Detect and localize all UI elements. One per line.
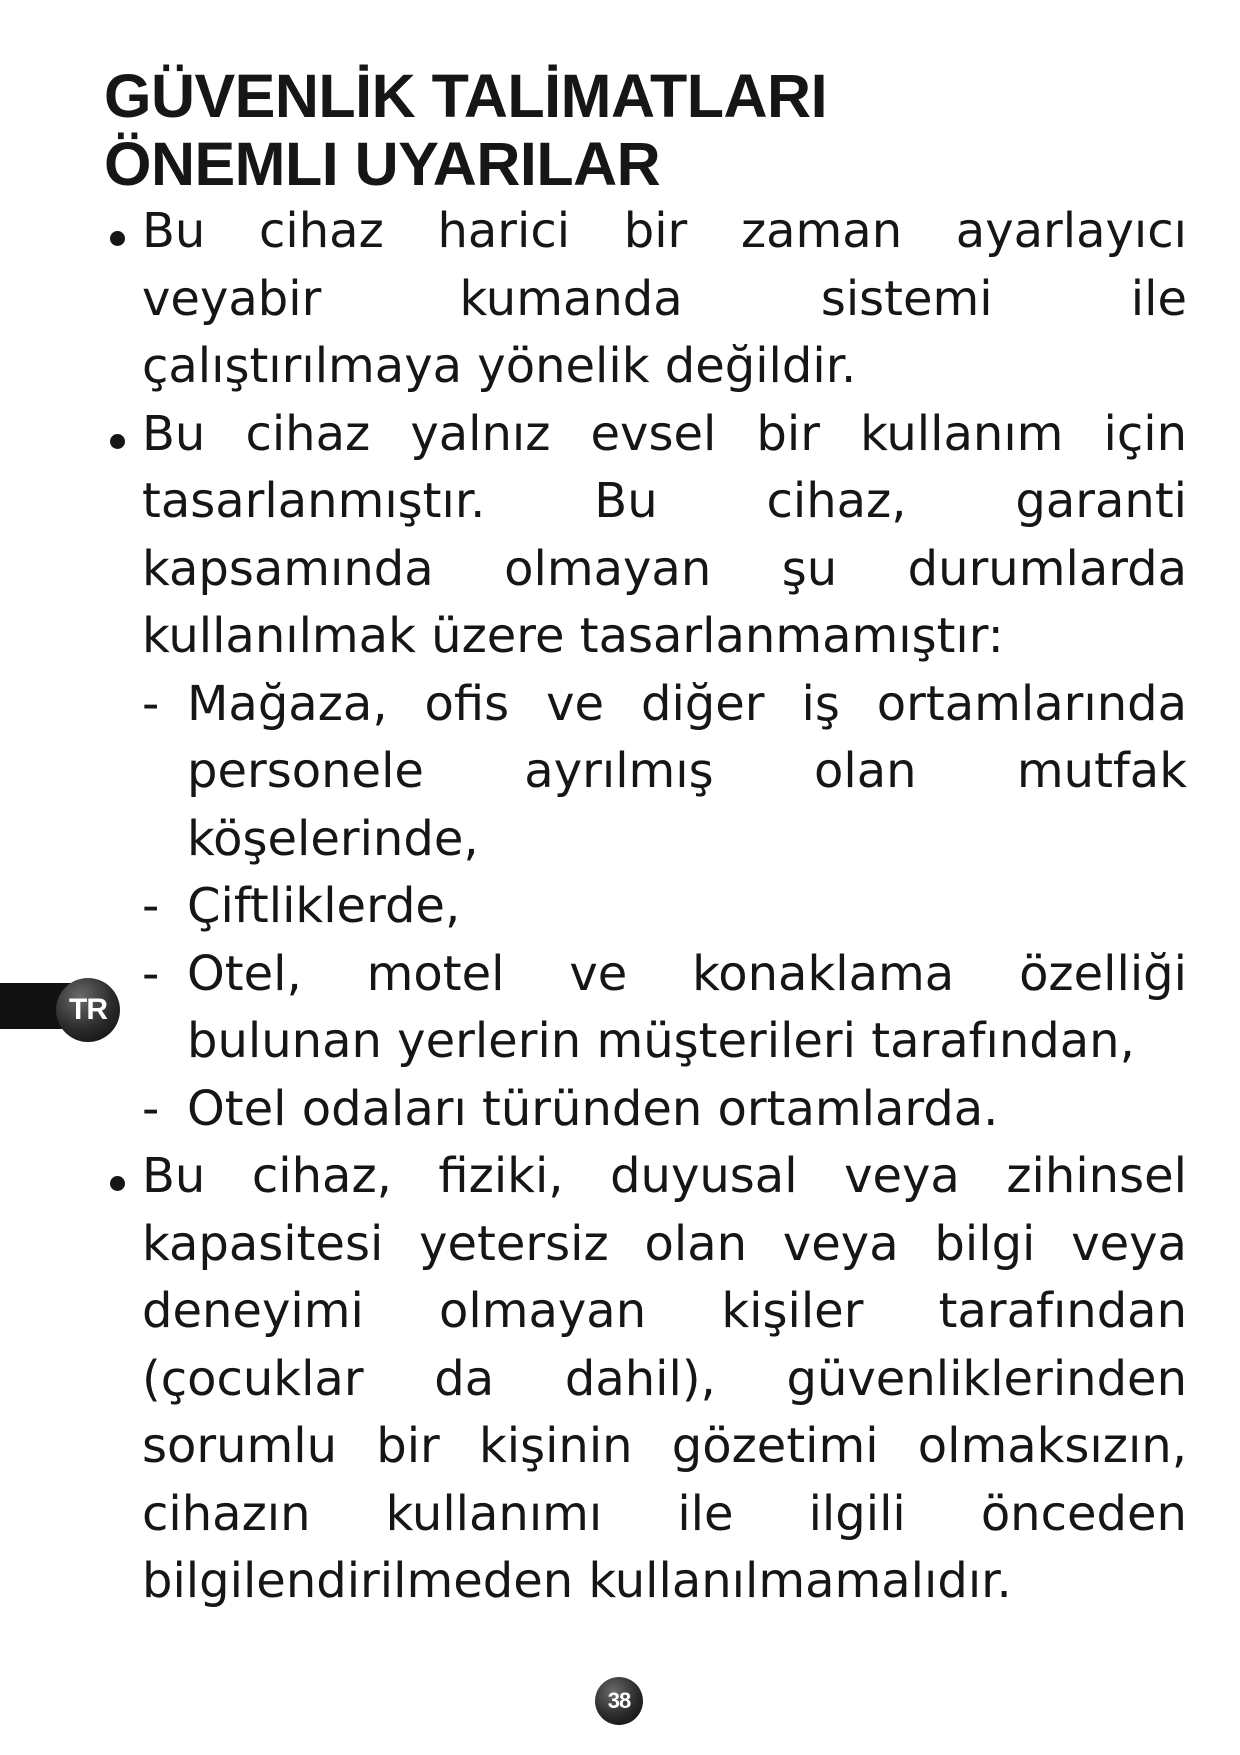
- word: ayrılmış: [524, 743, 714, 799]
- word: ile: [677, 1485, 734, 1542]
- text-line: [142, 468, 1187, 536]
- word: ve: [546, 675, 605, 732]
- word: ilgili: [808, 1485, 906, 1542]
- word: bilgi: [934, 1215, 1036, 1272]
- word: ve: [569, 945, 628, 1002]
- word: veya: [1071, 1215, 1187, 1272]
- word: mutfak: [1016, 743, 1187, 799]
- word: cihaz,: [251, 1148, 392, 1204]
- text-line: [142, 1346, 1187, 1414]
- text-line: [187, 671, 1187, 739]
- word: kullanımı: [385, 1485, 603, 1542]
- word: olmaksızın,: [917, 1418, 1187, 1474]
- text-line: bulunan yerlerin müşterileri tarafından,: [187, 1013, 1135, 1069]
- text-line: [187, 738, 1187, 806]
- word: gözetimi: [671, 1418, 879, 1474]
- word: kişiler: [721, 1283, 864, 1339]
- dash-marker: -: [142, 945, 160, 1002]
- word: veyabir: [142, 270, 322, 327]
- bullet-dot-icon: [110, 231, 125, 246]
- text-line: Otel odaları türünden ortamlarda.: [187, 1080, 999, 1137]
- bullet-dot-icon: [110, 434, 125, 449]
- text-line: [142, 1211, 1187, 1279]
- sub-item-2: [102, 873, 1187, 941]
- text-line: [142, 266, 1187, 334]
- word: veya: [782, 1215, 899, 1272]
- word: evsel: [590, 405, 717, 462]
- word: Mağaza,: [187, 675, 388, 732]
- word: harici: [437, 203, 571, 259]
- word: motel: [366, 945, 505, 1002]
- bullet-item-3: [102, 1143, 1187, 1616]
- word: olan: [644, 1215, 748, 1272]
- word: zaman: [740, 203, 903, 259]
- word: garanti: [1015, 473, 1187, 529]
- word: ofis: [424, 675, 510, 732]
- word: (çocuklar: [142, 1350, 364, 1407]
- word: zihinsel: [1006, 1148, 1187, 1204]
- word: cihaz,: [766, 473, 907, 529]
- dash-marker: -: [142, 1080, 160, 1137]
- word: yetersiz: [419, 1215, 609, 1272]
- word: ayarlayıcı: [955, 203, 1187, 259]
- sub-item-4: [102, 1076, 1187, 1144]
- heading-line-2: ÖNEMLI UYARILAR: [104, 130, 661, 198]
- text-line: Çiftliklerde,: [187, 878, 461, 934]
- text-line: çalıştırılmaya yönelik değildir.: [142, 338, 857, 394]
- word: güvenliklerinden: [786, 1350, 1187, 1407]
- dash-marker: -: [142, 878, 160, 934]
- word: Otel,: [187, 945, 302, 1002]
- word: deneyimi: [142, 1283, 364, 1339]
- text-line: [142, 198, 1187, 266]
- word: kişinin: [478, 1418, 633, 1474]
- word: Bu: [142, 203, 206, 259]
- page-number-badge: 38: [595, 1677, 643, 1725]
- heading-line-1: GÜVENLİK TALİMATLARI: [104, 62, 828, 130]
- word: Bu: [142, 405, 206, 462]
- word: bir: [756, 405, 820, 462]
- word: kumanda: [459, 270, 683, 327]
- text-line: [142, 536, 1187, 604]
- word: durumlarda: [907, 540, 1187, 597]
- sub-item-1: [102, 671, 1187, 874]
- word: olan: [813, 743, 917, 799]
- word: Bu: [142, 1148, 206, 1204]
- text-line: [187, 941, 1187, 1009]
- sub-item-3: [102, 941, 1187, 1076]
- word: da: [434, 1350, 495, 1407]
- word: ortamlarında: [876, 675, 1187, 732]
- word: diğer: [640, 675, 765, 732]
- dash-marker: -: [142, 675, 160, 732]
- word: bir: [623, 203, 688, 259]
- instructions-body: [102, 198, 1187, 1616]
- word: cihaz: [259, 203, 384, 259]
- word: kapasitesi: [142, 1215, 384, 1272]
- page-heading: [104, 62, 1184, 198]
- bullet-item-2: [102, 401, 1187, 671]
- word: kapsamında: [142, 540, 434, 597]
- word: tasarlanmıştır.: [142, 473, 486, 529]
- bullet-item-1: [102, 198, 1187, 401]
- bullet-dot-icon: [110, 1176, 125, 1191]
- word: personele: [187, 743, 424, 799]
- word: fiziki,: [438, 1148, 564, 1204]
- word: sorumlu: [142, 1418, 338, 1474]
- word: şu: [781, 540, 838, 597]
- text-line: [142, 1481, 1187, 1549]
- word: bir: [376, 1418, 440, 1474]
- word: için: [1103, 405, 1187, 462]
- language-badge: TR: [56, 978, 120, 1042]
- text-line: [142, 1278, 1187, 1346]
- word: önceden: [980, 1485, 1187, 1542]
- word: olmayan: [504, 540, 712, 597]
- word: Bu: [594, 473, 658, 529]
- text-line: köşelerinde,: [187, 810, 479, 867]
- word: özelliği: [1019, 945, 1187, 1002]
- text-line: [142, 1413, 1187, 1481]
- text-line: kullanılmak üzere tasarlanmamıştır:: [142, 608, 1004, 664]
- word: konaklama: [692, 945, 955, 1002]
- word: kullanım: [860, 405, 1064, 462]
- text-line: [142, 1143, 1187, 1211]
- word: yalnız: [410, 405, 551, 462]
- word: iş: [801, 675, 840, 732]
- word: cihazın: [142, 1485, 311, 1542]
- text-line: [142, 401, 1187, 469]
- word: duyusal: [610, 1148, 798, 1204]
- word: sistemi: [820, 270, 993, 327]
- word: tarafından: [938, 1283, 1187, 1339]
- word: olmayan: [439, 1283, 647, 1339]
- word: veya: [844, 1148, 960, 1204]
- word: cihaz: [245, 405, 371, 462]
- word: dahil),: [564, 1350, 716, 1407]
- text-line: bilgilendirilmeden kullanılmamalıdır.: [142, 1553, 1012, 1609]
- word: ile: [1130, 270, 1187, 327]
